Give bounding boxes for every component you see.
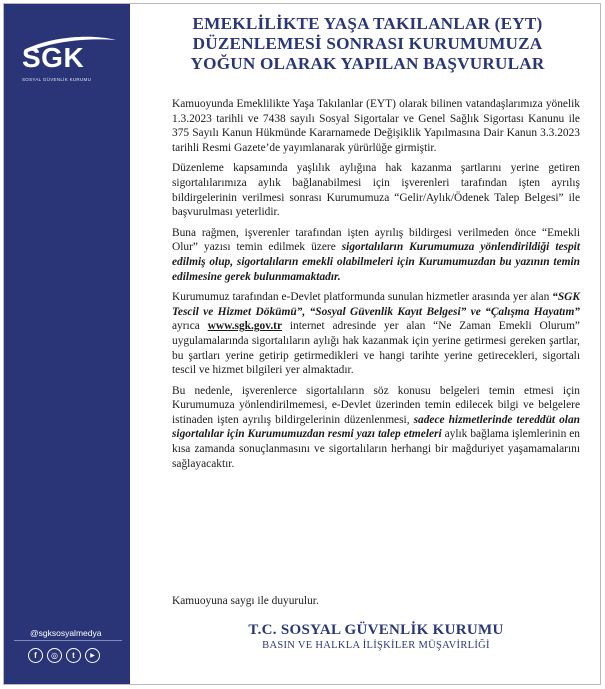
logo-text: SGK bbox=[22, 42, 85, 73]
social-icons bbox=[28, 648, 100, 663]
paragraph-4-connector: ayrıca bbox=[172, 320, 208, 333]
paragraph-5-rest: aylık bağlama işlemlerinin en kısa zamanda sonuçlanmasını ve sigortalıların herhangi bir mağduriyet yaşamamalarını sağlayacaktır. bbox=[172, 428, 580, 470]
headline-line-3: YOĞUN OLARAK YAPILAN BAŞVURULAR bbox=[190, 54, 545, 73]
facebook-icon[interactable]: f bbox=[28, 648, 43, 663]
paragraph-1: Kamuoyunda Emeklilikte Yaşa Takılanlar (EYT) olarak bilinen vatandaşlarımıza yönelik 1.3.2023 tarihli ve 7438 sayılı Sosyal Sigortalar ve Genel Sağlık Sigortası Kanunu ile 375 Sayılı Kanun Hükmünde Kararnamede Değişiklik Yapılmasına Dair Kanun 3.3.2023 tarihli Resmi Gazete’de yayımlanarak yürürlüğe girmiştir. bbox=[172, 98, 580, 154]
paragraph-5-text: Bu nedenle, işverenlerce sigortalıların söz konusu belgeleri temin etmesi için Kurumumuza yönlendirilmemesi, e-Devlet üzerinden temin edilecek bilgi ve belgelere istinaden işten ayrılış bildirgelerinin düzenlenmesi, bbox=[172, 384, 580, 426]
sidebar-divider bbox=[14, 640, 122, 641]
sidebar bbox=[4, 4, 130, 684]
paragraph-4-emphasis: “SGK Tescil ve Hizmet Dökümü”, “Sosyal Güvenlik Kayıt Belgesi” ve “Çalışma Hayatım” bbox=[172, 291, 580, 318]
instagram-icon[interactable]: ◎ bbox=[47, 648, 62, 663]
social-handle[interactable]: @sgksosyalmedya bbox=[30, 628, 102, 638]
paragraph-3-text: Buna rağmen, işverenler tarafından işten ayrılış bildirgesi verilmeden önce “Emekli Olur” yazısı temin edilmek üzere bbox=[172, 226, 580, 254]
paragraph-3 bbox=[172, 226, 580, 284]
paragraph-2: Düzenleme kapsamında yaşlılık aylığına hak kazanma şartlarını yerine getiren sigortalılarımıza aylık bağlanabilmesi için işverenleri tarafından işten ayrılış bildirgelerinin verilmesi sonrası Kurumumuza “Gelir/Aylık/Ödenek Talep Belgesi” ile başvurulması yeterlidir. bbox=[172, 162, 580, 219]
logo-subtitle: SOSYAL GÜVENLİK KURUMU bbox=[22, 77, 92, 82]
signature-dept: BASIN VE HALKLA İLİŞKİLER MÜŞAVİRLİĞİ bbox=[262, 640, 490, 651]
paragraph-4-text: Kurumumuz tarafından e-Devlet platformunda sunulan hizmetler arasında yer alan bbox=[172, 291, 553, 304]
announcement-body bbox=[172, 97, 580, 477]
paragraph-5 bbox=[172, 384, 580, 472]
signature-org: T.C. SOSYAL GÜVENLİK KURUMU bbox=[248, 622, 504, 638]
headline-line-1: EMEKLİLİKTE YAŞA TAKILANLAR (EYT) bbox=[192, 14, 543, 33]
paragraph-4-rest: internet adresinde yer alan “Ne Zaman Emekli Olurum” uygulamalarında sigortalıların aylığı hak kazanmak için yerine getirmesi gereken şartlar, bu şartları yerine getirip getirmedikleri ve hangi tarihte yerine getirecekleri, sigortalı tescil ve hizmet bilgileri yer almaktadır. bbox=[172, 320, 580, 377]
sgk-logo bbox=[22, 34, 118, 94]
paragraph-5-emphasis: sadece hizmetlerinde tereddüt olan sigortalılar için Kurumumuzdan resmi yazı talep etmeleri bbox=[172, 413, 580, 441]
youtube-icon[interactable]: ▶ bbox=[85, 648, 100, 663]
headline bbox=[140, 14, 595, 74]
paragraph-4 bbox=[172, 290, 580, 378]
closing-line: Kamuoyuna saygı ile duyurulur. bbox=[172, 595, 319, 607]
headline-line-2: DÜZENLEMESİ SONRASI KURUMUMUZA bbox=[192, 34, 543, 53]
paragraph-3-emphasis: sigortalıların Kurumumuza yönlendirildiği tespit edilmiş olup, sigortalıların emekli olabilmeleri için Kurumumuzdan bu yazının temin edilmesine gerek bulunmamaktadır. bbox=[172, 241, 581, 283]
sgk-website-link[interactable]: www.sgk.gov.tr bbox=[207, 320, 283, 333]
twitter-icon[interactable]: t bbox=[66, 648, 81, 663]
